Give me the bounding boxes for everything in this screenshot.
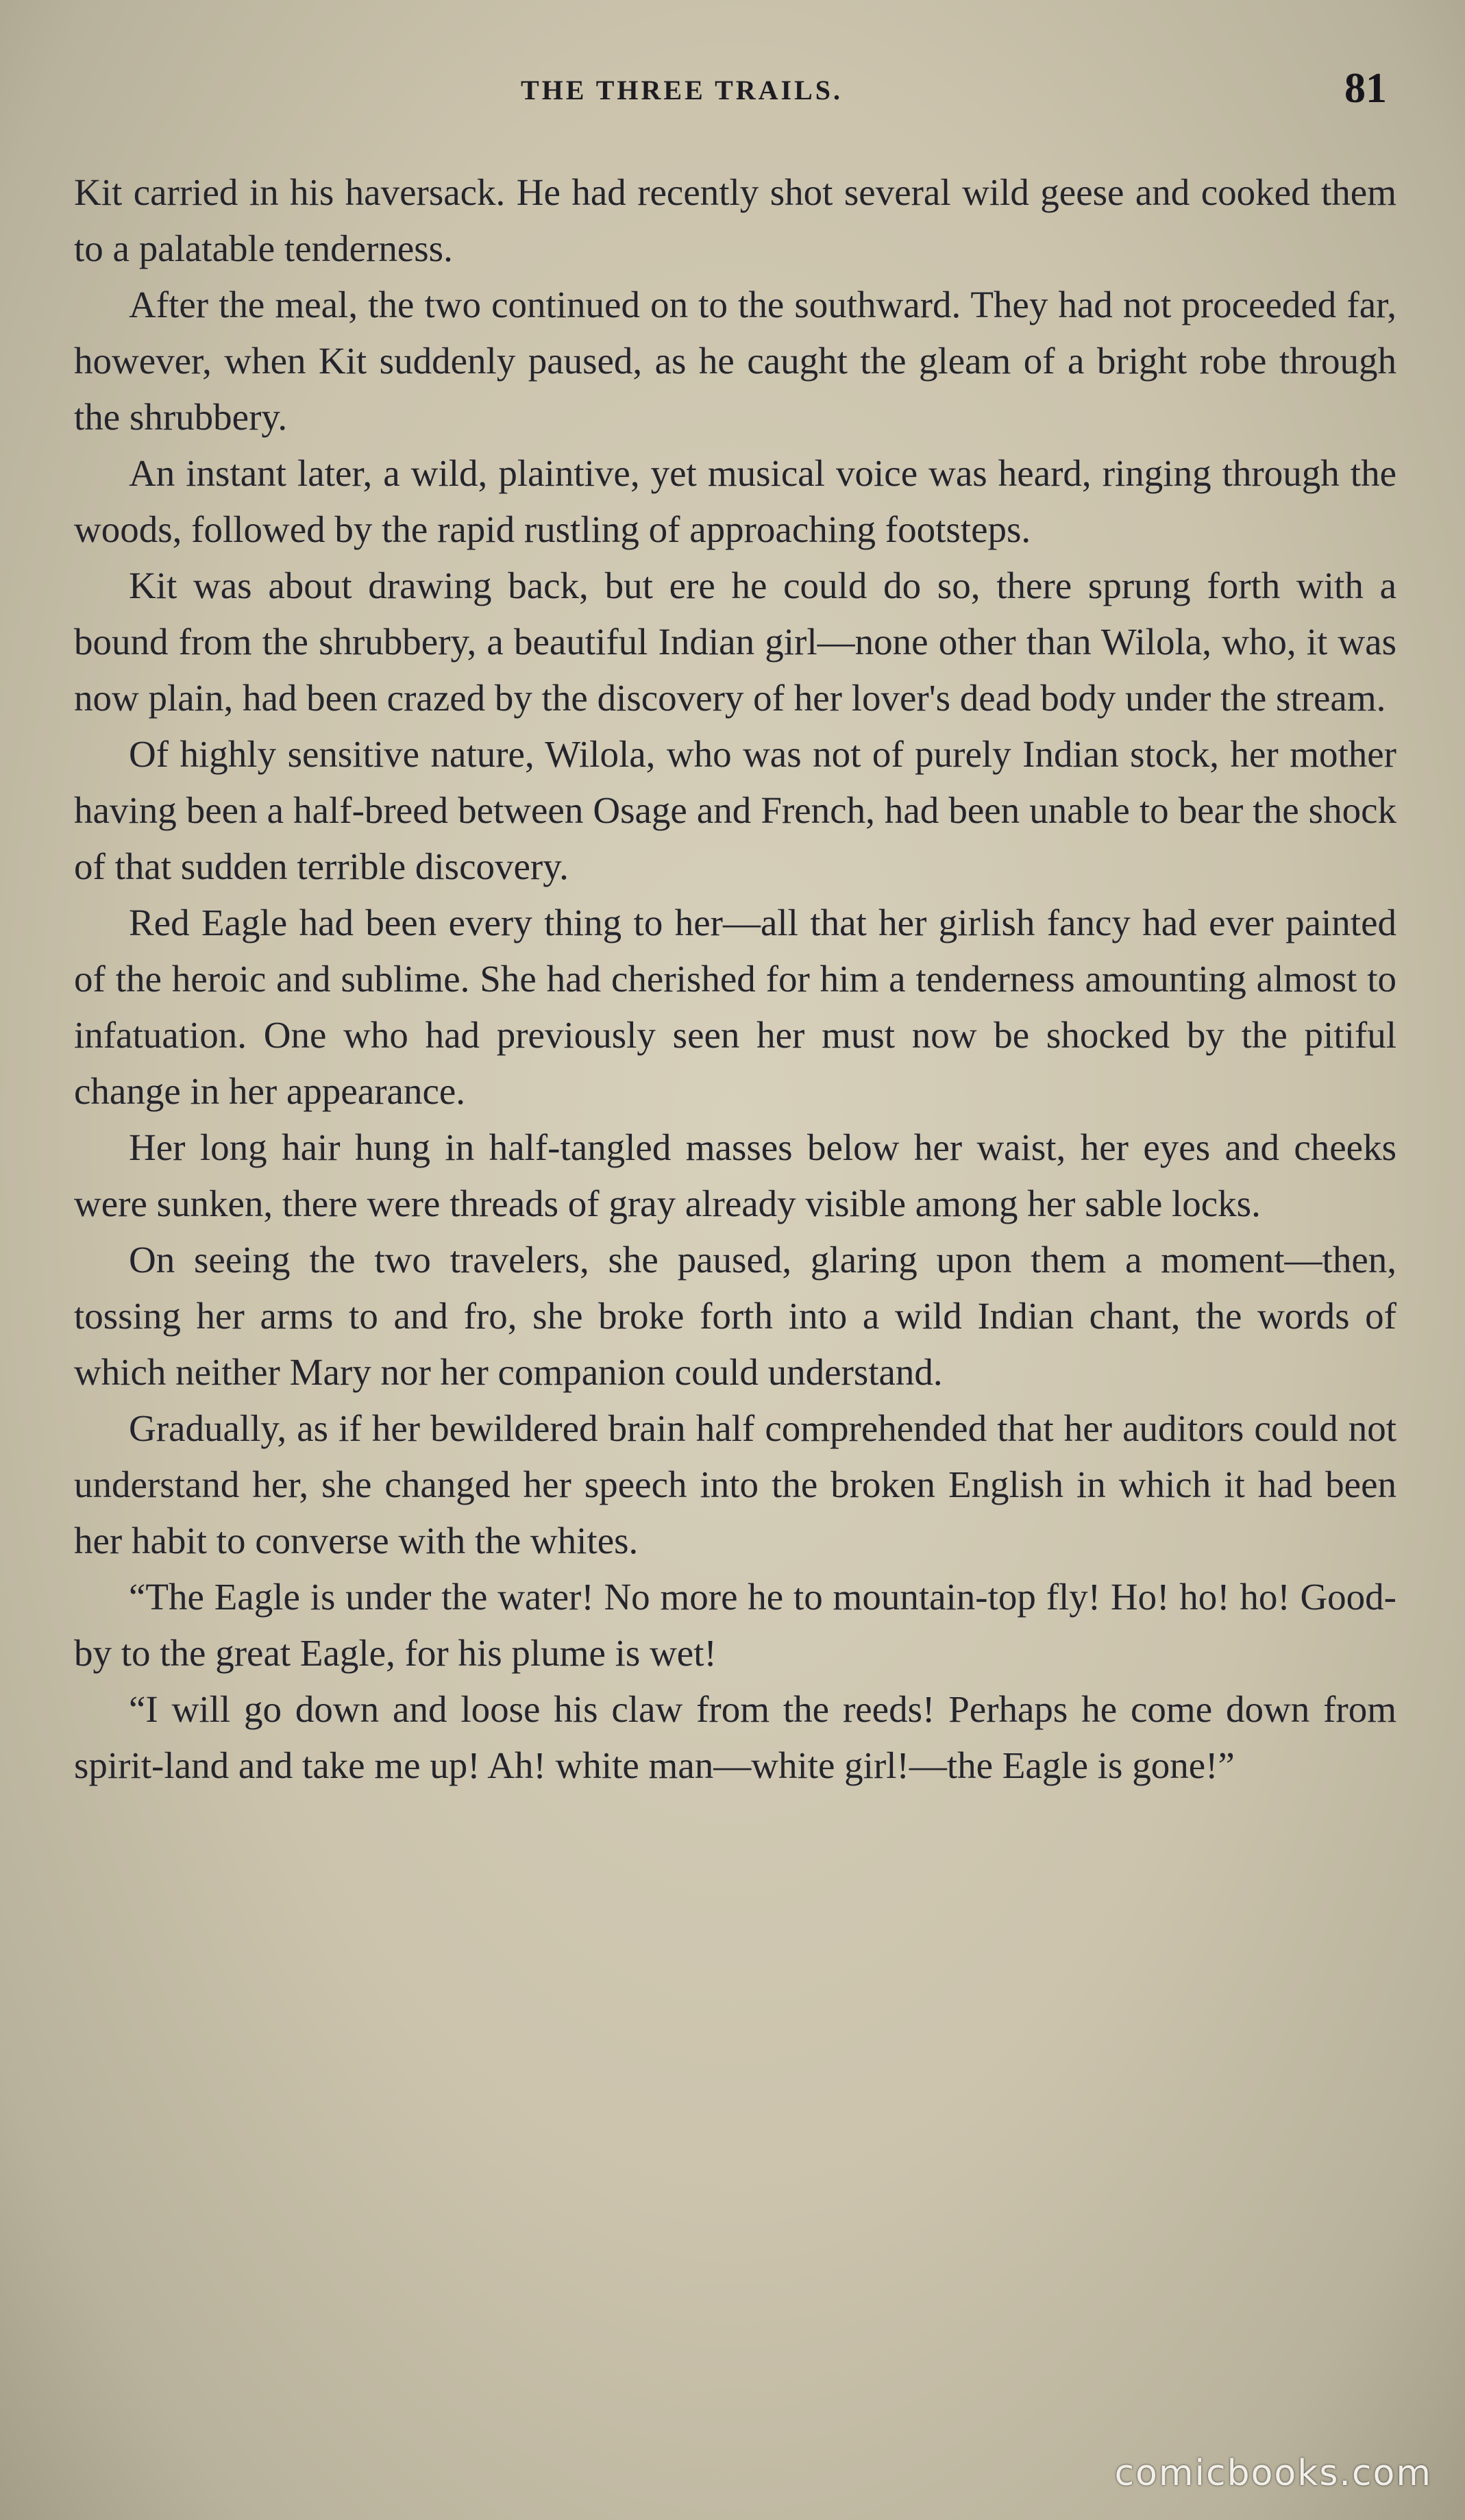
paragraph-9: Gradually, as if her bewildered brain half comprehended that her auditors could not understand her, she changed her speech into the broken English in which it had been her habit to converse with the whites.: [74, 1407, 1396, 1561]
page-number: 81: [1344, 65, 1387, 112]
paragraph-4: Kit was about drawing back, but ere he could do so, there sprung forth with a bound from the shrubbery, a beautiful Indian girl—none other than Wilola, who, it was now plain, had been crazed by the discovery of her lover's dead body under the stream.: [74, 565, 1396, 719]
paragraph-5: Of highly sensitive nature, Wilola, who was not of purely Indian stock, her mother having been a half-breed between Osage and French, had been unable to bear the shock of that sudden terrible discovery.: [74, 733, 1396, 887]
paragraph-1: Kit carried in his haversack. He had recently shot several wild geese and cooked them to a palatable tenderness.: [74, 171, 1396, 269]
watermark: comicbooks.com: [1114, 2453, 1432, 2494]
body-text: [74, 164, 1396, 1794]
paragraph-11: “I will go down and loose his claw from the reeds! Perhaps he come down from spirit-land and take me up! Ah! white man—white girl!—the Eagle is gone!”: [74, 1688, 1396, 1786]
paragraph-7: Her long hair hung in half-tangled masses below her waist, her eyes and cheeks were sunken, there were threads of gray already visible among her sable locks.: [74, 1126, 1396, 1224]
paragraph-6: Red Eagle had been every thing to her—all that her girlish fancy had ever painted of the heroic and sublime. She had cherished for him a tenderness amounting almost to infatuation. One who had previously seen her must now be shocked by the pitiful change in her appearance.: [74, 902, 1396, 1112]
paragraph-8: On seeing the two travelers, she paused, glaring upon them a moment—then, tossing her arms to and fro, she broke forth into a wild Indian chant, the words of which neither Mary nor her companion could understand.: [74, 1239, 1396, 1393]
paragraph-2: After the meal, the two continued on to the southward. They had not proceeded far, however, when Kit suddenly paused, as he caught the gleam of a bright robe through the shrubbery.: [74, 284, 1396, 438]
paragraph-3: An instant later, a wild, plaintive, yet musical voice was heard, ringing through the woods, followed by the rapid rustling of approaching footsteps.: [74, 452, 1396, 550]
paragraph-10: “The Eagle is under the water! No more he to mountain-top fly! Ho! ho! ho! Good-by to the great Eagle, for his plume is wet!: [74, 1576, 1396, 1674]
running-head: [0, 65, 1465, 136]
running-title: THE THREE TRAILS.: [521, 75, 844, 106]
